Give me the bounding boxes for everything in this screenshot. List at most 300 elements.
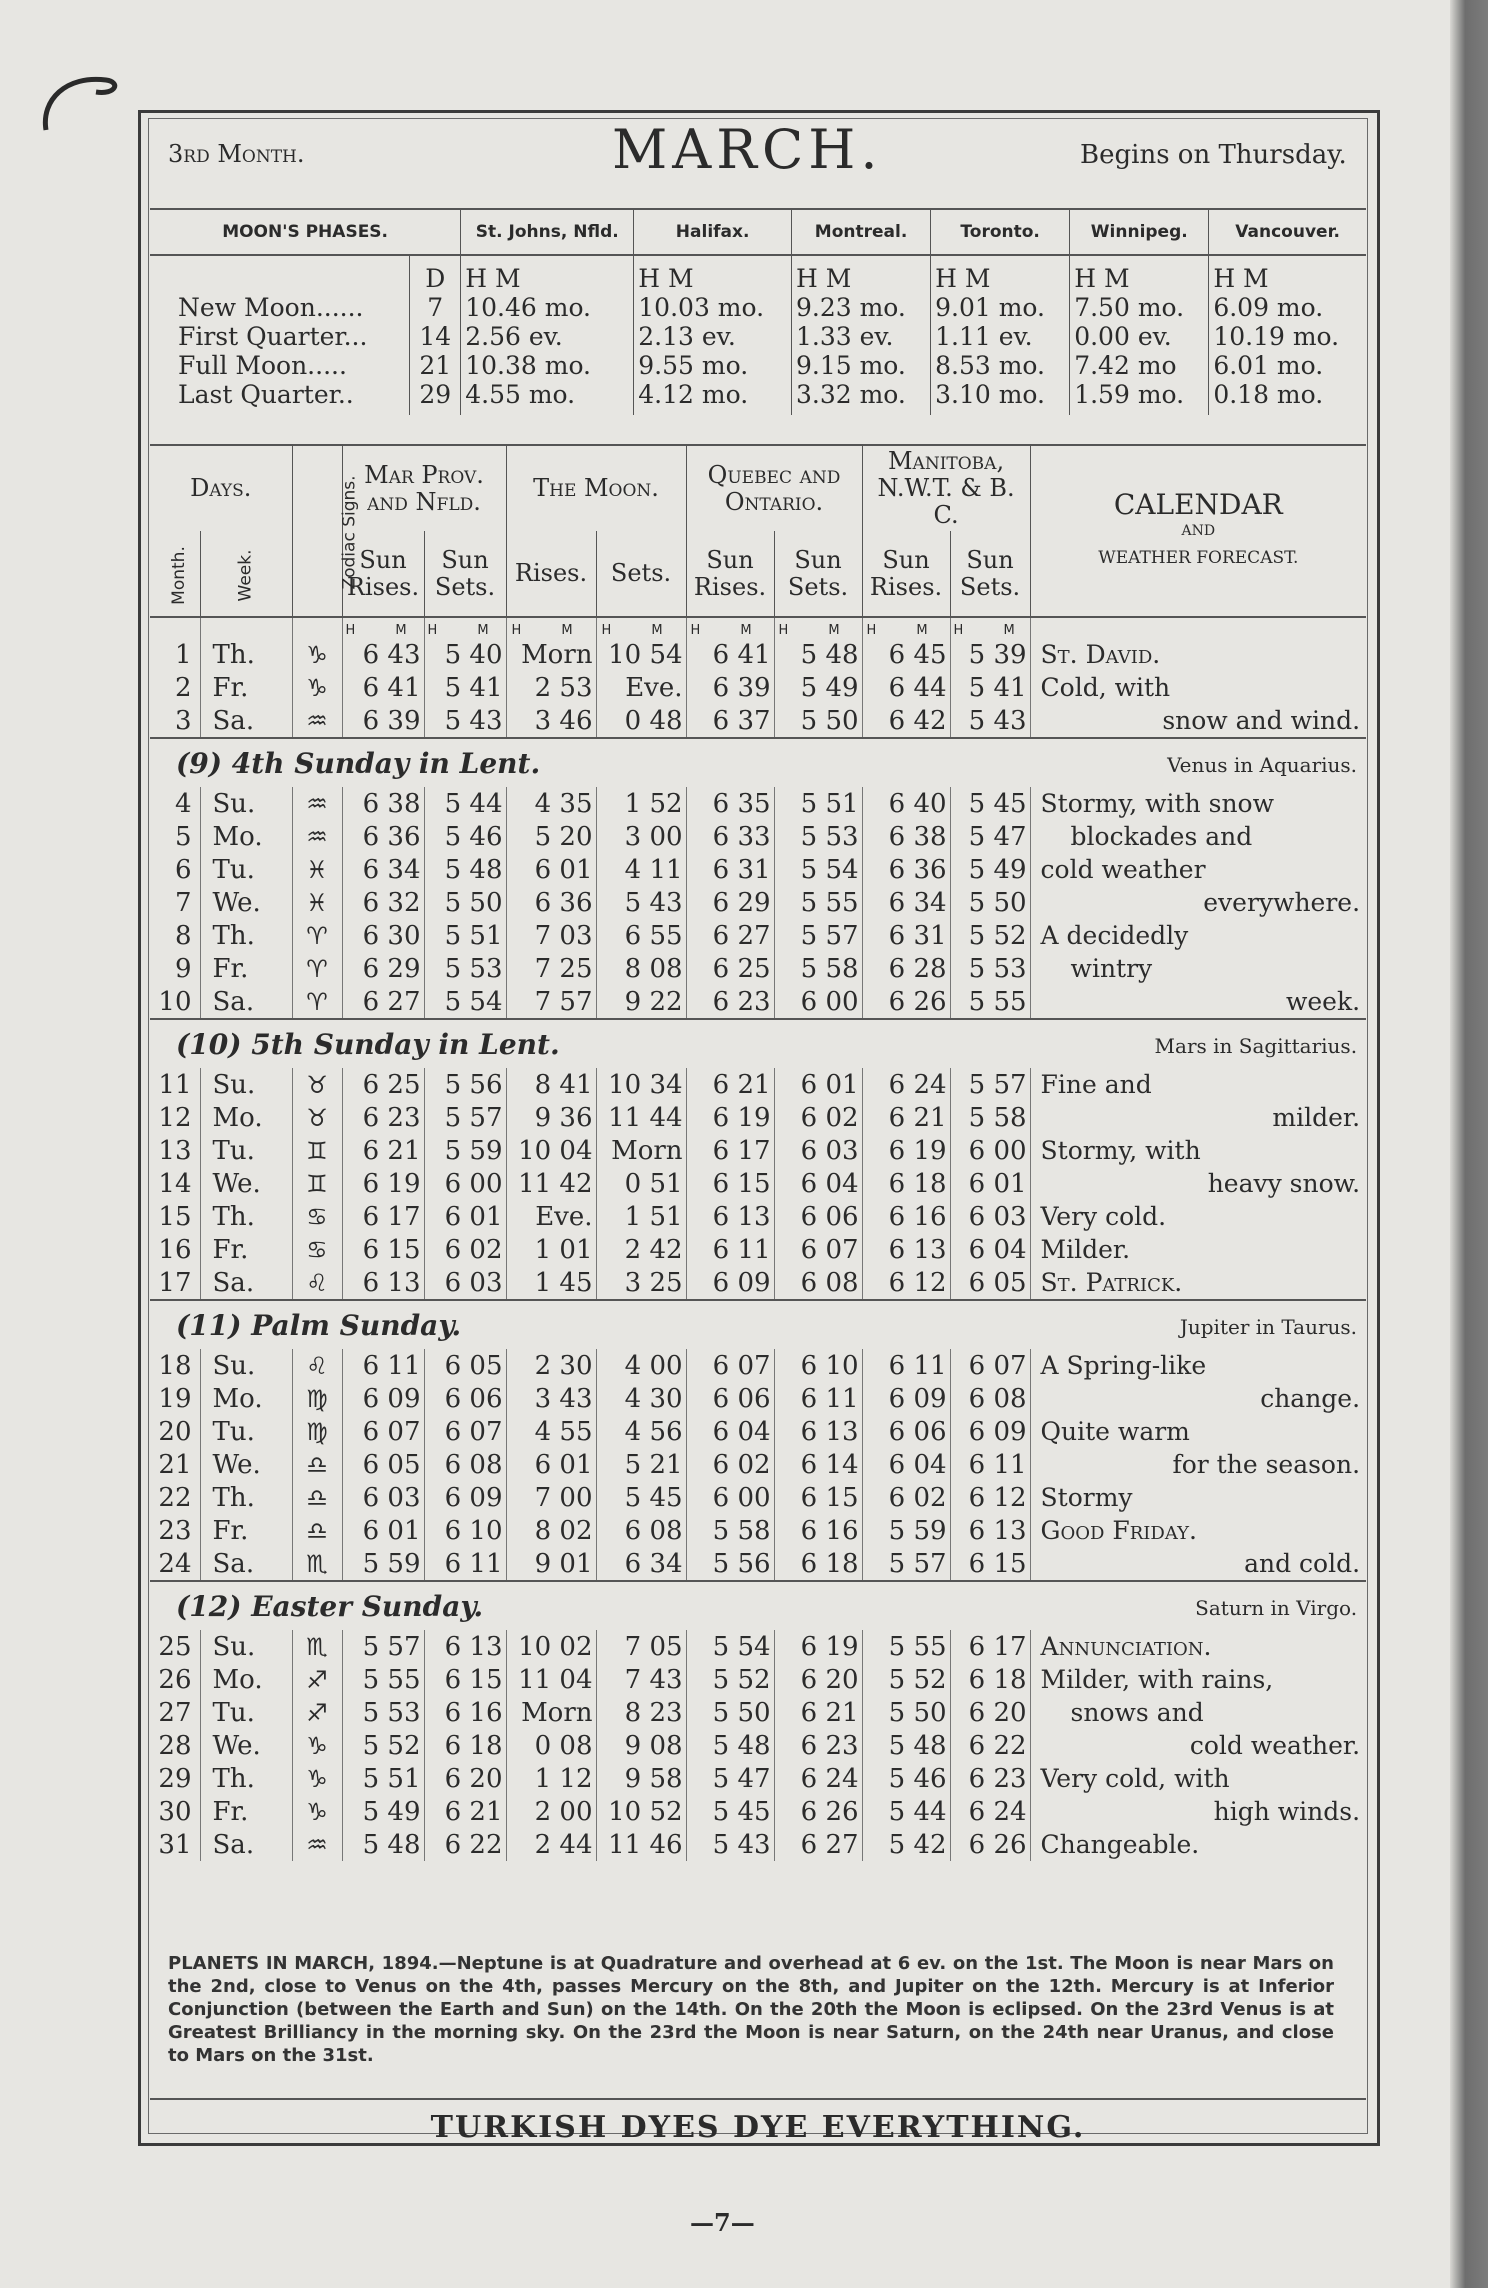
mar-prov-sunrise: 5 49 [342, 1795, 424, 1828]
zodiac-sign: ♋ [292, 1200, 342, 1233]
manitoba-sunset: 6 07 [950, 1349, 1030, 1382]
city-header: Toronto. [931, 209, 1070, 255]
manitoba-sunrise: 6 26 [862, 985, 950, 1019]
sunday-heading [150, 1581, 1366, 1630]
moon-rise: 0 08 [506, 1729, 596, 1762]
quebec-sunrise: 6 13 [686, 1200, 774, 1233]
day-of-week: Th. [200, 1481, 292, 1514]
day-of-week: We. [200, 1448, 292, 1481]
quebec-sunset: 6 03 [774, 1134, 862, 1167]
manitoba-sunset: 5 45 [950, 787, 1030, 820]
day-of-month: 22 [158, 1482, 192, 1513]
day-of-month: 11 [158, 1069, 192, 1100]
weather-forecast: cold weather. [1030, 1729, 1366, 1762]
moon-set: 2 42 [596, 1233, 686, 1266]
manitoba-sunrise: 5 50 [862, 1696, 950, 1729]
quebec-sunrise: 5 58 [686, 1514, 774, 1547]
hm-unit-label: H M [862, 617, 950, 638]
weather-forecast: Very cold. [1030, 1200, 1366, 1233]
moon-set: 7 43 [596, 1663, 686, 1696]
quebec-sunset: 6 23 [774, 1729, 862, 1762]
zodiac-sign: ♈ [292, 952, 342, 985]
manitoba-sunset: 6 18 [950, 1663, 1030, 1696]
sunday-heading [150, 1300, 1366, 1349]
manitoba-sunrise: 5 59 [862, 1514, 950, 1547]
day-row [150, 1696, 1366, 1729]
moon-rise: 8 02 [506, 1514, 596, 1547]
quebec-sunset: 6 26 [774, 1795, 862, 1828]
month-col-header: Month. [168, 545, 189, 605]
sunday-planet-note: Mars in Sagittarius. [1154, 1033, 1358, 1058]
advertisement: TURKISH DYES DYE EVERYTHING. [430, 2110, 1086, 2145]
weather-forecast: Milder, with rains, [1030, 1663, 1366, 1696]
sun-rises-header: Sun Rises. [686, 531, 774, 617]
moon-set: 10 52 [596, 1795, 686, 1828]
zodiac-sign: ♌ [292, 1266, 342, 1300]
manitoba-sunrise: 5 46 [862, 1762, 950, 1795]
day-of-week: Su. [200, 1630, 292, 1663]
phase-times-toronto: H M 9.01 mo. 1.11 ev. 8.53 mo. 3.10 mo. [931, 255, 1070, 415]
mar-prov-sunset: 5 46 [424, 820, 506, 853]
manitoba-sunrise: 5 52 [862, 1663, 950, 1696]
weather-forecast: A decidedly [1030, 919, 1366, 952]
moon-set: 9 08 [596, 1729, 686, 1762]
moon-rise: 1 01 [506, 1233, 596, 1266]
hm-unit-label [150, 617, 200, 638]
sunday-title: (10) 5th Sunday in Lent. [176, 1027, 560, 1061]
sunday-row [150, 1581, 1366, 1630]
days-header: Days. [190, 474, 252, 502]
moon-set: 5 45 [596, 1481, 686, 1514]
mar-prov-sunrise: 6 21 [342, 1134, 424, 1167]
mar-prov-sunset: 6 01 [424, 1200, 506, 1233]
zodiac-sign: ♑ [292, 1762, 342, 1795]
quebec-sunrise: 6 00 [686, 1481, 774, 1514]
moon-rise: 10 02 [506, 1630, 596, 1663]
quebec-sunrise: 6 23 [686, 985, 774, 1019]
quebec-sunrise: 6 25 [686, 952, 774, 985]
day-of-week: Mo. [200, 820, 292, 853]
day-of-week: Sa. [200, 704, 292, 738]
quebec-sunrise: 5 48 [686, 1729, 774, 1762]
day-of-month: 27 [158, 1697, 192, 1728]
manitoba-sunset: 6 03 [950, 1200, 1030, 1233]
day-of-week: Tu. [200, 1696, 292, 1729]
manitoba-sunrise: 6 24 [862, 1068, 950, 1101]
quebec-sunrise: 5 54 [686, 1630, 774, 1663]
phase-times-vancouver: H M 6.09 mo. 10.19 mo. 6.01 mo. 0.18 mo. [1209, 255, 1366, 415]
phase-times-winnipeg: H M 7.50 mo. 0.00 ev. 7.42 mo 1.59 mo. [1070, 255, 1209, 415]
weather-forecast: cold weather [1030, 853, 1366, 886]
quebec-sunset: 6 08 [774, 1266, 862, 1300]
zodiac-sign: ♒ [292, 787, 342, 820]
mar-prov-sunset: 5 43 [424, 704, 506, 738]
moon-set: 4 56 [596, 1415, 686, 1448]
moon-phases-table [150, 208, 1366, 415]
zodiac-sign: ♊ [292, 1134, 342, 1167]
quebec-sunset: 6 11 [774, 1382, 862, 1415]
zodiac-sign: ♉ [292, 1101, 342, 1134]
day-row [150, 853, 1366, 886]
moon-set: 5 43 [596, 886, 686, 919]
mar-prov-sunset: 6 03 [424, 1266, 506, 1300]
day-row [150, 1233, 1366, 1266]
manitoba-sunrise: 6 38 [862, 820, 950, 853]
mar-prov-sunrise: 6 30 [342, 919, 424, 952]
moon-rise: Eve. [506, 1200, 596, 1233]
hm-unit-label [200, 617, 292, 638]
manitoba-sunrise: 6 42 [862, 704, 950, 738]
mar-prov-sunrise: 6 43 [342, 638, 424, 671]
mar-prov-sunrise: 5 51 [342, 1762, 424, 1795]
manitoba-sunrise: 6 44 [862, 671, 950, 704]
moon-set: 0 51 [596, 1167, 686, 1200]
weather-forecast: everywhere. [1030, 886, 1366, 919]
manitoba-sunset: 5 50 [950, 886, 1030, 919]
day-row [150, 1795, 1366, 1828]
quebec-sunset: 6 00 [774, 985, 862, 1019]
moon-set: 0 48 [596, 704, 686, 738]
weather-forecast: blockades and [1030, 820, 1366, 853]
mar-prov-sunrise: 6 23 [342, 1101, 424, 1134]
manitoba-sunset: 6 15 [950, 1547, 1030, 1581]
moon-rise: 7 03 [506, 919, 596, 952]
weather-forecast: snows and [1030, 1696, 1366, 1729]
moon-rise: 9 01 [506, 1547, 596, 1581]
moon-rise: 11 42 [506, 1167, 596, 1200]
day-row [150, 886, 1366, 919]
day-row [150, 1349, 1366, 1382]
mar-prov-sunset: 6 21 [424, 1795, 506, 1828]
quebec-sunrise: 6 37 [686, 704, 774, 738]
zodiac-sign: ♒ [292, 820, 342, 853]
moon-set: 6 08 [596, 1514, 686, 1547]
manitoba-sunrise: 5 48 [862, 1729, 950, 1762]
quebec-sunrise: 6 31 [686, 853, 774, 886]
manitoba-sunset: 6 20 [950, 1696, 1030, 1729]
quebec-sunset: 5 50 [774, 704, 862, 738]
moon-rise: 9 36 [506, 1101, 596, 1134]
weather-forecast: snow and wind. [1030, 704, 1366, 738]
quebec-sunrise: 6 41 [686, 638, 774, 671]
day-of-week: Tu. [200, 1134, 292, 1167]
mar-prov-sunset: 5 51 [424, 919, 506, 952]
manitoba-sunrise: 6 06 [862, 1415, 950, 1448]
weather-forecast: Very cold, with [1030, 1762, 1366, 1795]
moon-set: 8 23 [596, 1696, 686, 1729]
weather-forecast: Fine and [1030, 1068, 1366, 1101]
quebec-sunset: 5 55 [774, 886, 862, 919]
weather-forecast: Cold, with [1030, 671, 1366, 704]
day-row [150, 1481, 1366, 1514]
zodiac-sign: ♑ [292, 671, 342, 704]
sun-sets-header: Sun Sets. [774, 531, 862, 617]
sun-rises-header: Sun Rises. [342, 531, 424, 617]
zodiac-sign: ♓ [292, 853, 342, 886]
day-of-week: Fr. [200, 1514, 292, 1547]
mar-prov-header: Mar Prov. and Nfld. [342, 445, 506, 531]
manitoba-sunrise: 6 16 [862, 1200, 950, 1233]
mar-prov-sunrise: 5 53 [342, 1696, 424, 1729]
mar-prov-sunrise: 5 57 [342, 1630, 424, 1663]
mar-prov-sunset: 6 07 [424, 1415, 506, 1448]
mar-prov-sunrise: 6 38 [342, 787, 424, 820]
zodiac-sign: ♓ [292, 886, 342, 919]
quebec-sunset: 5 54 [774, 853, 862, 886]
quebec-sunrise: 5 43 [686, 1828, 774, 1861]
phases-body [150, 255, 1366, 415]
manitoba-sunset: 5 39 [950, 638, 1030, 671]
moon-set: 10 34 [596, 1068, 686, 1101]
moon-header: The Moon. [506, 445, 686, 531]
mar-prov-sunset: 5 59 [424, 1134, 506, 1167]
zodiac-sign: ♈ [292, 919, 342, 952]
moon-rise: 3 46 [506, 704, 596, 738]
calendar-table [150, 444, 1366, 1861]
mar-prov-sunrise: 6 27 [342, 985, 424, 1019]
mar-prov-sunrise: 5 59 [342, 1547, 424, 1581]
city-header: Vancouver. [1209, 209, 1366, 255]
weather-forecast: for the season. [1030, 1448, 1366, 1481]
day-row [150, 787, 1366, 820]
moon-set: 4 30 [596, 1382, 686, 1415]
mar-prov-sunrise: 5 52 [342, 1729, 424, 1762]
moon-rise: 1 12 [506, 1762, 596, 1795]
day-row [150, 1068, 1366, 1101]
sunday-title: (12) Easter Sunday. [176, 1589, 484, 1623]
quebec-header: Quebec and Ontario. [686, 445, 862, 531]
quebec-sunset: 6 15 [774, 1481, 862, 1514]
mar-prov-sunset: 5 40 [424, 638, 506, 671]
manitoba-sunrise: 6 19 [862, 1134, 950, 1167]
manitoba-sunrise: 5 44 [862, 1795, 950, 1828]
moon-rise: 4 35 [506, 787, 596, 820]
moon-set: 7 05 [596, 1630, 686, 1663]
moon-rise: 4 55 [506, 1415, 596, 1448]
manitoba-sunset: 6 12 [950, 1481, 1030, 1514]
begins-on: Begins on Thursday. [1080, 140, 1347, 170]
quebec-sunset: 6 14 [774, 1448, 862, 1481]
manitoba-sunrise: 6 36 [862, 853, 950, 886]
day-of-month: 1 [174, 639, 192, 670]
page-title: MARCH. [612, 118, 883, 181]
quebec-sunrise: 6 07 [686, 1349, 774, 1382]
sunday-row [150, 1300, 1366, 1349]
day-of-month: 20 [158, 1416, 192, 1447]
day-of-week: Fr. [200, 671, 292, 704]
manitoba-sunrise: 6 31 [862, 919, 950, 952]
mar-prov-sunset: 5 48 [424, 853, 506, 886]
quebec-sunset: 5 48 [774, 638, 862, 671]
calendar-weather-header: CALENDAR AND WEATHER FORECAST. [1030, 445, 1366, 617]
manitoba-sunset: 6 24 [950, 1795, 1030, 1828]
day-of-week: Th. [200, 638, 292, 671]
quebec-sunrise: 5 52 [686, 1663, 774, 1696]
moon-rise: Morn [506, 638, 596, 671]
moon-set: 9 22 [596, 985, 686, 1019]
mar-prov-sunset: 5 54 [424, 985, 506, 1019]
weather-forecast: change. [1030, 1382, 1366, 1415]
moon-set: 6 34 [596, 1547, 686, 1581]
week-col-header: Week. [200, 531, 292, 617]
manitoba-sunrise: 6 02 [862, 1481, 950, 1514]
mar-prov-sunset: 5 41 [424, 671, 506, 704]
moon-rise: 7 25 [506, 952, 596, 985]
manitoba-sunset: 5 49 [950, 853, 1030, 886]
mar-prov-sunrise: 6 13 [342, 1266, 424, 1300]
zodiac-sign: ♎ [292, 1514, 342, 1547]
quebec-sunset: 6 18 [774, 1547, 862, 1581]
day-of-month: 8 [174, 920, 192, 951]
hm-unit-label: H M [686, 617, 774, 638]
manitoba-sunrise: 6 40 [862, 787, 950, 820]
day-of-month: 23 [158, 1515, 192, 1546]
day-row [150, 1514, 1366, 1547]
manitoba-sunset: 5 47 [950, 820, 1030, 853]
mar-prov-sunset: 6 09 [424, 1481, 506, 1514]
day-row [150, 1630, 1366, 1663]
quebec-sunrise: 6 19 [686, 1101, 774, 1134]
mar-prov-sunset: 5 57 [424, 1101, 506, 1134]
day-of-month: 28 [158, 1730, 192, 1761]
page-edge [1450, 0, 1488, 2288]
quebec-sunset: 6 02 [774, 1101, 862, 1134]
sunday-row [150, 1019, 1366, 1068]
hm-unit-label: H M [774, 617, 862, 638]
day-row [150, 1828, 1366, 1861]
quebec-sunrise: 5 56 [686, 1547, 774, 1581]
city-header: St. Johns, Nfld. [461, 209, 634, 255]
city-header: Montreal. [791, 209, 930, 255]
day-row [150, 952, 1366, 985]
day-of-week: Sa. [200, 1266, 292, 1300]
quebec-sunrise: 6 21 [686, 1068, 774, 1101]
mar-prov-sunrise: 6 01 [342, 1514, 424, 1547]
moon-rise: 7 57 [506, 985, 596, 1019]
zodiac-sign: ♑ [292, 1795, 342, 1828]
moon-set: 8 08 [596, 952, 686, 985]
weather-forecast: Stormy, with [1030, 1134, 1366, 1167]
day-of-month: 18 [158, 1350, 192, 1381]
quebec-sunrise: 6 39 [686, 671, 774, 704]
day-of-month: 21 [158, 1449, 192, 1480]
moon-set: 4 11 [596, 853, 686, 886]
manitoba-header: Manitoba, N.W.T. & B. C. [862, 445, 1030, 531]
zodiac-sign: ♏ [292, 1630, 342, 1663]
moon-rise: 2 00 [506, 1795, 596, 1828]
manitoba-sunset: 6 01 [950, 1167, 1030, 1200]
manitoba-sunset: 5 41 [950, 671, 1030, 704]
moon-set: 11 44 [596, 1101, 686, 1134]
quebec-sunrise: 5 47 [686, 1762, 774, 1795]
day-of-month: 24 [158, 1548, 192, 1579]
weather-forecast: high winds. [1030, 1795, 1366, 1828]
weather-forecast: wintry [1030, 952, 1366, 985]
zodiac-sign: ♉ [292, 1068, 342, 1101]
ink-curl-mark [36, 70, 126, 140]
moon-set: 6 55 [596, 919, 686, 952]
mar-prov-sunrise: 6 39 [342, 704, 424, 738]
zodiac-sign: ♑ [292, 1729, 342, 1762]
zodiac-sign: ♎ [292, 1448, 342, 1481]
mar-prov-sunrise: 6 25 [342, 1068, 424, 1101]
moon-set: 3 25 [596, 1266, 686, 1300]
day-of-week: Tu. [200, 853, 292, 886]
mar-prov-sunrise: 6 29 [342, 952, 424, 985]
day-of-month: 9 [174, 953, 192, 984]
quebec-sunset: 6 16 [774, 1514, 862, 1547]
quebec-sunrise: 5 45 [686, 1795, 774, 1828]
manitoba-sunrise: 6 45 [862, 638, 950, 671]
mar-prov-sunset: 6 08 [424, 1448, 506, 1481]
moon-set: Eve. [596, 671, 686, 704]
day-of-month: 30 [158, 1796, 192, 1827]
zodiac-sign: ♍ [292, 1415, 342, 1448]
day-row [150, 820, 1366, 853]
mar-prov-sunset: 5 50 [424, 886, 506, 919]
day-of-week: Sa. [200, 985, 292, 1019]
sun-sets-header: Sun Sets. [424, 531, 506, 617]
zodiac-sign: ♍ [292, 1382, 342, 1415]
mar-prov-sunrise: 6 05 [342, 1448, 424, 1481]
manitoba-sunset: 6 11 [950, 1448, 1030, 1481]
manitoba-sunset: 5 58 [950, 1101, 1030, 1134]
weather-forecast: A Spring-like [1030, 1349, 1366, 1382]
phase-days: D 7 14 21 29 [410, 255, 461, 415]
weather-forecast: Stormy, with snow [1030, 787, 1366, 820]
day-of-week: Fr. [200, 952, 292, 985]
day-of-week: Sa. [200, 1828, 292, 1861]
moon-rise: 2 53 [506, 671, 596, 704]
hm-unit-label [1030, 617, 1366, 638]
manitoba-sunset: 6 23 [950, 1762, 1030, 1795]
day-row [150, 1415, 1366, 1448]
manitoba-sunset: 5 43 [950, 704, 1030, 738]
zodiac-sign: ♌ [292, 1349, 342, 1382]
moon-rises-header: Rises. [506, 531, 596, 617]
quebec-sunrise: 6 27 [686, 919, 774, 952]
phase-times-montreal: H M 9.23 mo. 1.33 ev. 9.15 mo. 3.32 mo. [791, 255, 930, 415]
manitoba-sunset: 6 00 [950, 1134, 1030, 1167]
quebec-sunset: 5 49 [774, 671, 862, 704]
day-of-week: Fr. [200, 1795, 292, 1828]
manitoba-sunset: 5 55 [950, 985, 1030, 1019]
zodiac-sign: ♋ [292, 1233, 342, 1266]
day-row [150, 1762, 1366, 1795]
quebec-sunset: 6 21 [774, 1696, 862, 1729]
moon-rise: 6 36 [506, 886, 596, 919]
hm-unit-label: H M [596, 617, 686, 638]
moon-set: 9 58 [596, 1762, 686, 1795]
zodiac-sign: ♒ [292, 704, 342, 738]
manitoba-sunset: 6 08 [950, 1382, 1030, 1415]
moon-set: 11 46 [596, 1828, 686, 1861]
day-row [150, 1200, 1366, 1233]
zodiac-sign: ♐ [292, 1696, 342, 1729]
zodiac-sign: ♊ [292, 1167, 342, 1200]
mar-prov-sunset: 6 02 [424, 1233, 506, 1266]
moon-sets-header: Sets. [596, 531, 686, 617]
day-of-week: Th. [200, 919, 292, 952]
moon-rise: 6 01 [506, 853, 596, 886]
weather-forecast: St. David. [1030, 638, 1366, 671]
zodiac-sign: ♎ [292, 1481, 342, 1514]
mar-prov-sunset: 6 16 [424, 1696, 506, 1729]
zodiac-sign: ♏ [292, 1547, 342, 1581]
mar-prov-sunrise: 6 32 [342, 886, 424, 919]
hm-unit-label: H M [342, 617, 424, 638]
sun-sets-header: Sun Sets. [950, 531, 1030, 617]
